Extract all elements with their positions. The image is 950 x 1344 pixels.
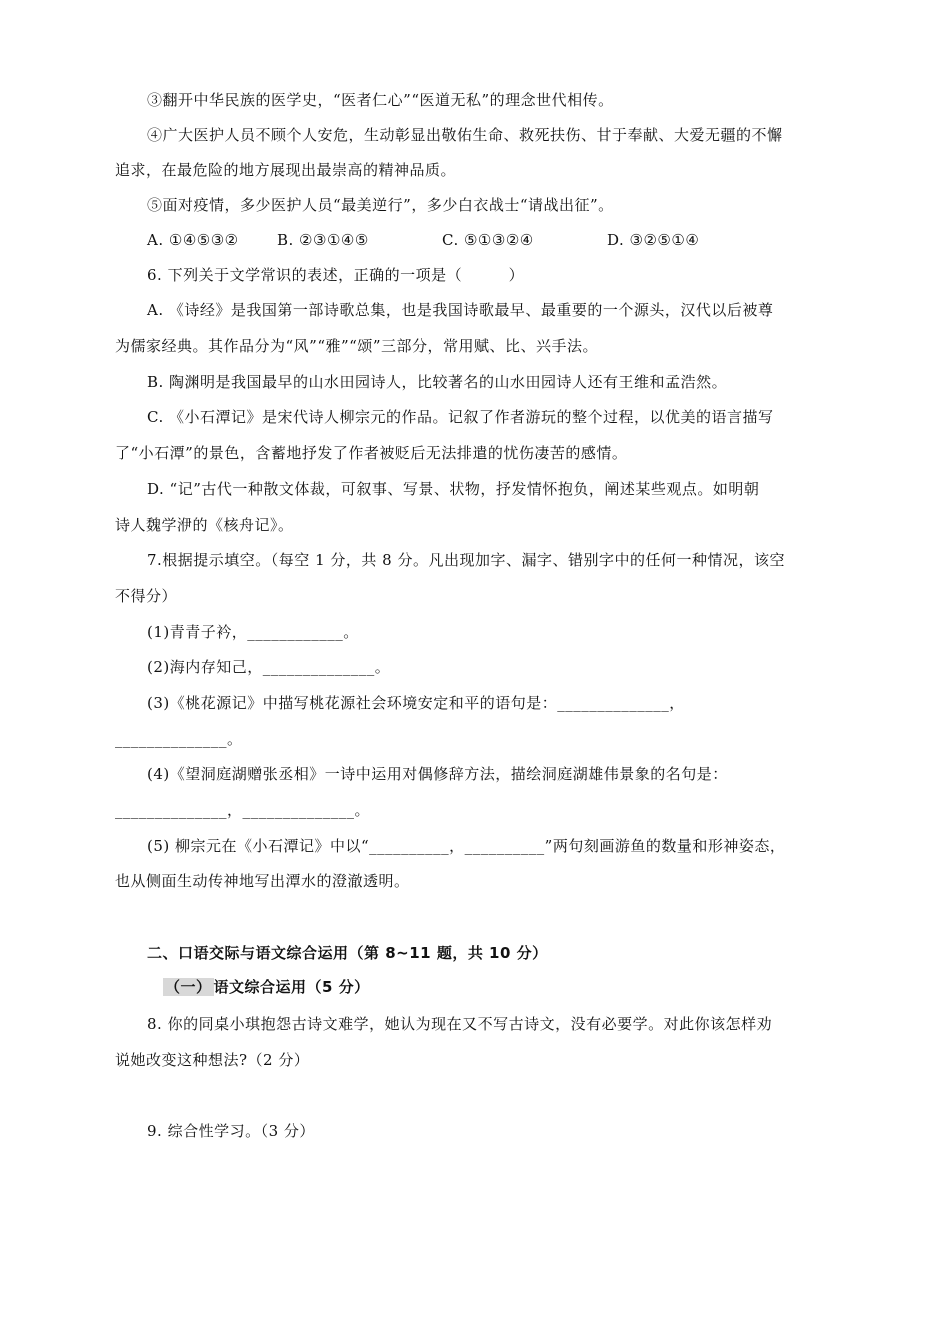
q8-stem: 8. 你的同桌小琪抱怨古诗文难学，她认为现在又不写古诗文，没有必要学。对此你该怎样劝: [147, 1015, 773, 1033]
subsection-1-title: [163, 977, 370, 997]
q7-item-3-cont: ______________。: [115, 730, 243, 748]
q7-item-3: (3)《桃花源记》中描写桃花源社会环境安定和平的语句是：______________，: [147, 694, 685, 712]
q7-item-2: (2)海内存知己，______________。: [147, 658, 391, 676]
q6-option-a: A. 《诗经》是我国第一部诗歌总集，也是我国诗歌最早、最重要的一个源头，汉代以后被尊: [147, 301, 774, 319]
q7-item-4: (4)《望洞庭湖赠张丞相》一诗中运用对偶修辞方法，描绘洞庭湖雄伟景象的名句是：: [147, 765, 728, 783]
q6-option-d: D. “记”古代一种散文体裁，可叙事、写景、状物，抒发情怀抱负，阐述某些观点。如明朝: [147, 480, 760, 498]
q7-stem-cont: 不得分）: [115, 587, 178, 605]
q6-stem: 6. 下列关于文学常识的表述，正确的一项是（ ）: [147, 266, 525, 284]
q7-item-1: (1)青青子衿，____________。: [147, 623, 359, 641]
q5-options: [147, 230, 699, 250]
q6-option-b: B. 陶渊明是我国最早的山水田园诗人，比较著名的山水田园诗人还有王维和孟浩然。: [147, 373, 728, 391]
q9-stem: 9. 综合性学习。（3 分）: [147, 1122, 315, 1140]
q7-item-5-cont: 也从侧面生动传神地写出潭水的澄澈透明。: [115, 872, 410, 890]
item-4: ④广大医护人员不顾个人安危，生动彰显出敬佑生命、救死扶伤、甘于奉献、大爱无疆的不懈: [147, 126, 783, 144]
q8-stem-cont: 说她改变这种想法?（2 分）: [115, 1051, 310, 1069]
q6-option-c: C. 《小石潭记》是宋代诗人柳宗元的作品。记叙了作者游玩的整个过程，以优美的语言描写: [147, 408, 774, 426]
section-2-title: 二、口语交际与语文综合运用（第 8~11 题，共 10 分）: [147, 944, 548, 962]
q5-option-b: B. ②③①④⑤: [277, 231, 369, 249]
q7-item-5: (5) 柳宗元在《小石潭记》中以“__________，__________”两句刻画游鱼的数量和形神姿态，: [147, 837, 786, 855]
q5-option-a: A. ①④⑤③②: [147, 231, 239, 249]
q6-option-a-cont: 为儒家经典。其作品分为“风”“雅”“颂”三部分，常用赋、比、兴手法。: [115, 337, 599, 355]
q5-option-d: D. ③②⑤①④: [607, 231, 700, 249]
item-5: ⑤面对疫情，多少医护人员“最美逆行”，多少白衣战士“请战出征”。: [147, 196, 614, 214]
q6-option-c-cont: 了“小石潭”的景色，含蓄地抒发了作者被贬后无法排遣的忧伤凄苦的感情。: [115, 444, 628, 462]
q7-stem: 7.根据提示填空。（每空 1 分，共 8 分。凡出现加字、漏字、错别字中的任何一种情况，该空: [147, 551, 785, 569]
q5-option-c: C. ⑤①③②④: [442, 231, 534, 249]
item-4-cont: 追求，在最危险的地方展现出最崇高的精神品质。: [115, 161, 457, 179]
subsection-1-text: 语文综合运用（5 分）: [213, 978, 370, 996]
q7-item-4-cont: ______________，______________。: [115, 801, 371, 819]
q6-option-d-cont: 诗人魏学洢的《核舟记》。: [115, 516, 294, 534]
item-3: ③翻开中华民族的医学史，“医者仁心”“医道无私”的理念世代相传。: [147, 91, 614, 109]
subsection-1-label: （一）: [165, 978, 212, 996]
